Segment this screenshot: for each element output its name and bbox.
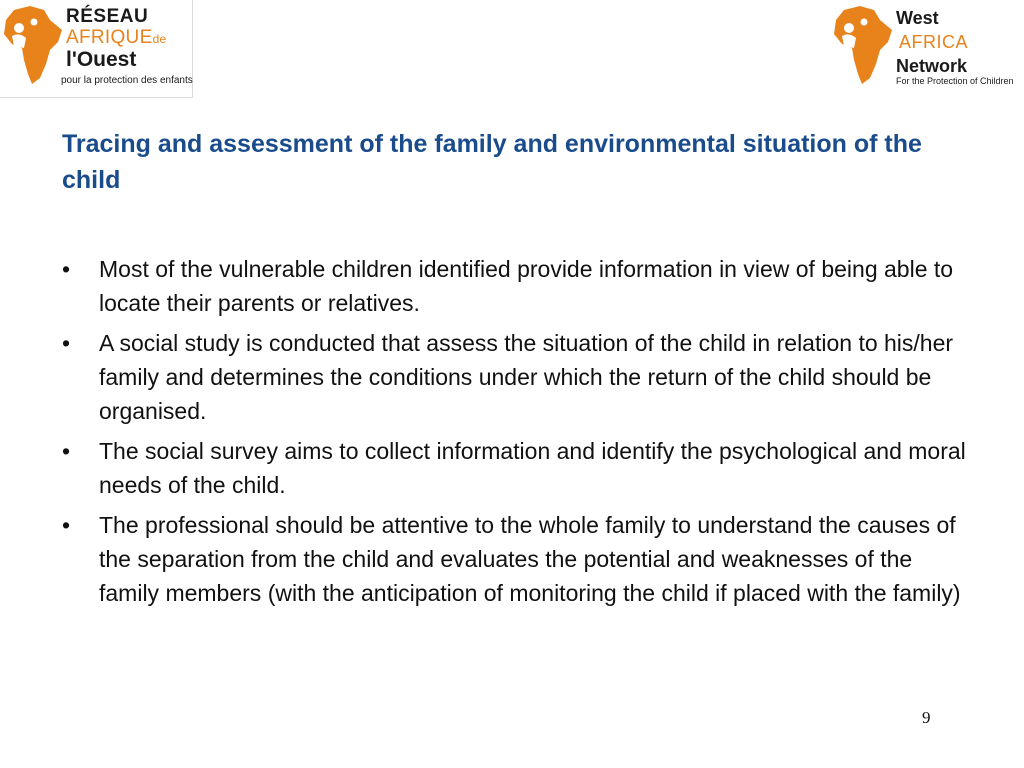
logo-right-line2: AFRICA: [899, 32, 969, 52]
logo-right-line3: Network: [896, 56, 968, 76]
bullet-marker: •: [62, 438, 71, 464]
africa-map-icon: [830, 0, 896, 98]
africa-map-icon: [0, 0, 66, 98]
logo-right-line1: West: [896, 8, 939, 28]
bullet-marker: •: [62, 512, 71, 538]
bullet-marker: •: [62, 256, 71, 282]
bullet-text: The social survey aims to collect information and identify the psychological and moral needs of the child.: [99, 438, 966, 498]
logo-right-tagline: For the Protection of Children: [896, 76, 1014, 86]
logo-left-tagline: pour la protection des enfants: [61, 75, 193, 86]
logo-left-line1: RÉSEAU: [66, 6, 149, 27]
bullet-item: [62, 508, 967, 610]
bullet-list: [62, 252, 967, 616]
slide-title: Tracing and assessment of the family and environmental situation of the child: [62, 130, 922, 194]
bullet-marker: •: [62, 330, 71, 356]
bullet-item: [62, 434, 967, 502]
logo-west-africa-network: [830, 0, 1024, 98]
logo-left-line3: l'Ouest: [66, 48, 137, 71]
bullet-text: Most of the vulnerable children identified provide information in view of being able to locate their parents or relatives.: [99, 256, 954, 316]
bullet-text: A social study is conducted that assess the situation of the child in relation to his/her family and determines the conditions under which the return of the child should be organised.: [99, 330, 954, 424]
logo-left-line2-suffix: de: [152, 32, 167, 46]
bullet-item: [62, 252, 967, 320]
logo-left-line2: AFRIQUEde: [66, 27, 167, 48]
page-number: 9: [922, 708, 931, 727]
bullet-text: The professional should be attentive to the whole family to understand the causes of the separation from the child and evaluates the potential and weaknesses of the family members (with the anticipation of monitoring the child if placed with the family): [99, 512, 961, 606]
logo-reseau-afrique: [0, 0, 193, 98]
bullet-item: [62, 326, 967, 428]
